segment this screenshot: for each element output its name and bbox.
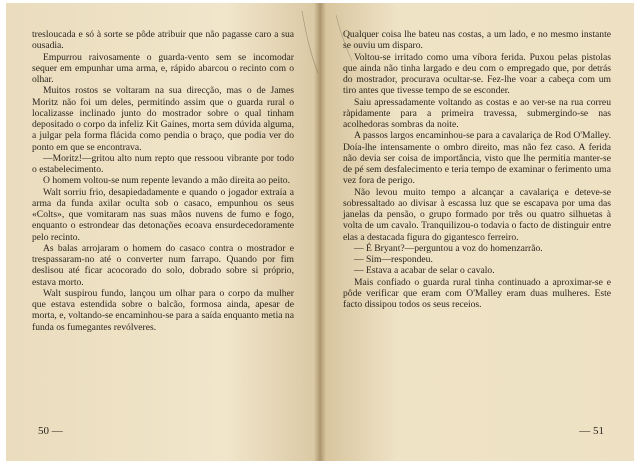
paragraph: — Sim—respondeu.: [354, 254, 433, 265]
paragraph: —Moritz!—gritou alto num repto que ressoou vibrante por todo o estabelecimento.: [32, 152, 294, 175]
book-spread: [6, 3, 634, 461]
paragraph: — É Bryant?—perguntou a voz do homenzarrão.: [354, 242, 543, 254]
paragraph: Mais confiado o guarda rural tinha continuado a aproximar-se e pôde verificar que eram com O'Malley eram duas mulheres. Este facto dissipou todos os seus receios.: [343, 276, 611, 310]
paragraph: As balas arrojaram o homem do casaco contra o mostrador e trespassaram-no até o converter num farrapo. Quando por fim deslisou até ficar acocorado do solo, dobrado sobre si próprio, estava morto.: [32, 242, 294, 288]
page-number-left: 50 —: [38, 425, 63, 437]
paragraph: Muitos rostos se voltaram na sua direcção, mas o de James Moritz não foi um deles, permitindo assim que o guarda rural o localizasse inclinado junto do mostrador sobre o qual tinham depositado o corpo da infeliz Kit Gaines, morta sem dúvida alguma, a julgar pela forma flácida como pendia o braço, que podia ver do ponto em que se encontrava.: [32, 85, 294, 153]
paragraph: Qualquer coisa lhe bateu nas costas, a um lado, e no mesmo instante se ouviu um disparo.: [343, 29, 611, 52]
right-page-text: [343, 29, 611, 310]
paragraph: — Estava a acabar de selar o cavalo.: [354, 265, 495, 277]
left-page-text: [32, 29, 294, 333]
left-page: [6, 3, 320, 461]
page-number-right: — 51: [579, 425, 604, 437]
book-gutter: [314, 3, 326, 461]
paragraph: Saiu apressadamente voltando as costas e ao ver-se na rua correu ràpidamente para a primeira travessa, submergindo-se nas acolhedoras sombras da noite.: [343, 96, 611, 130]
paragraph: Walt sorriu frio, desapiedadamente e quando o jogador extraía a arma da funda axilar oculta sob o casaco, empunhou os seus «Colts», que vomitaram nas suas mãos nuvens de fumo e fogo, enquanto o estrondear das detonações ecoava ensurdecedoramente pelo recinto.: [32, 186, 294, 243]
right-page: [320, 3, 634, 461]
paragraph: Walt suspirou fundo, lançou um olhar para o corpo da mulher que estava estendida sobre o balcão, formosa ainda, apesar de morta, e, voltando-se encaminhou-se para a saída enquanto metia na funda os fumegantes revólveres.: [32, 287, 294, 333]
paragraph: A passos largos encaminhou-se para a cavalariça de Rod O'Malley. Doía-lhe intensamente o ombro direito, mas não fez caso. A ferida não devia ser coisa de importância, visto que lhe permitia manter-se de pé sem desfalecimento e teria tempo de examinar o ferimento uma vez fora de perigo.: [343, 130, 611, 187]
paragraph: Empurrou raivosamente o guarda-vento sem se incomodar sequer em empunhar uma arma, e, rápido abarcou o recinto com o olhar.: [32, 51, 294, 85]
paragraph: Voltou-se irritado como uma víbora ferida. Puxou pelas pistolas que ainda não tinha largado e deu com o empregado que, por detrás do mostrador, procurava ocultar-se. Fez-lhe voar a cabeça com um tiro antes que tivesse tempo de se esconder.: [343, 51, 611, 97]
paragraph: O homem voltou-se num repente levando a mão direita ao peito.: [43, 175, 290, 187]
paragraph: Não levou muito tempo a alcançar a cavalariça e deteve-se sobressaltado ao divisar à escassa luz que se escapava por uma das janelas da pensão, o grupo formado por três ou quatro silhuetas à volta de um cavalo. Tranquilizou-o todavia o facto de distinguir entre elas a destacada figura do gigantesco ferreiro.: [343, 186, 611, 243]
paragraph: tresloucada e só à sorte se pôde atribuir que não pagasse caro a sua ousadia.: [32, 29, 294, 52]
